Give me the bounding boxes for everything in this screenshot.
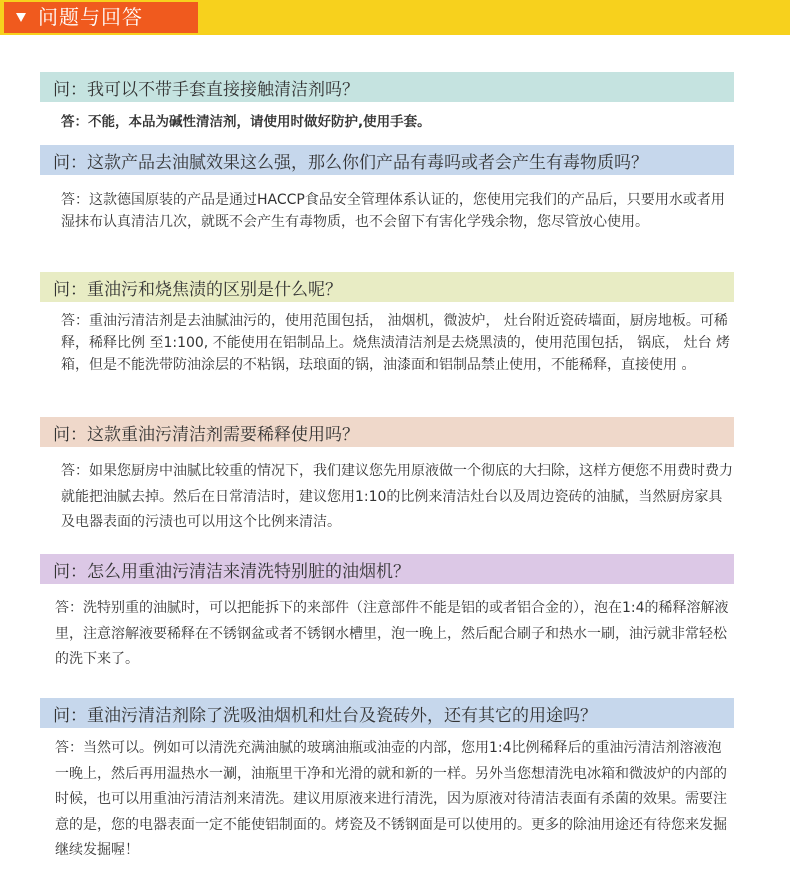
question-bar: 问：重油污清洁剂除了洗吸油烟机和灶台及瓷砖外，还有其它的用途吗？ bbox=[40, 698, 734, 728]
qa-item bbox=[40, 554, 734, 673]
answer-text: 答：当然可以。例如可以清洗充满油腻的玻璃油瓶或油壶的内部，您用1:4比例稀释后的重油污清洁剂溶液泡一晚上，然后再用温热水一涮，油瓶里干净和光滑的就和新的一样。另外当您想清洗电冰箱和微波炉的内部的时候，也可以用重油污清洁剂来清洗。建议用原液来进行清洗，因为原液对待清洁表面有杀菌的效果。需要注意的是，您的电器表面一定不能使铝制面的。烤瓷及不锈钢面是可以使用的。更多的除油用途还有待您来发掘继续发掘喔！ bbox=[55, 740, 727, 858]
triangle-down-icon bbox=[16, 13, 26, 22]
question-bar: 问：这款重油污清洁剂需要稀释使用吗？ bbox=[40, 417, 734, 447]
section-title: 问题与回答 bbox=[38, 5, 143, 29]
qa-item bbox=[40, 272, 734, 376]
question-bar: 问：这款产品去油腻效果这么强，那么你们产品有毒吗或者会产生有毒物质吗？ bbox=[40, 145, 734, 175]
answer-text: 答：如果您厨房中油腻比较重的情况下，我们建议您先用原液做一个彻底的大扫除，这样方便您不用费时费力就能把油腻去掉。然后在日常清洁时，建议您用1:10的比例来清洁灶台以及周边瓷砖的油腻，当然厨房家具及电器表面的污渍也可以用这个比例来清洁。 bbox=[61, 463, 733, 530]
qa-item bbox=[40, 698, 734, 864]
answer-text: 答：洗特别重的油腻时，可以把能拆下的来部件（注意部件不能是铝的或者铝合金的），泡在1:4的稀释溶解液里，注意溶解液要稀释在不锈钢盆或者不锈钢水槽里，泡一晚上，然后配合刷子和热水一刷，油污就非常轻松的洗下来了。 bbox=[55, 600, 729, 667]
qa-item bbox=[40, 417, 734, 536]
answer-text: 答：重油污清洁剂是去油腻油污的，使用范围包括， 油烟机，微波炉， 灶台附近瓷砖墙面，厨房地板。可稀释，稀释比例 至1:100, 不能使用在铝制品上。烧焦渍清洁剂是去烧黑渍的，使用范围包括， 锅底， 灶台 烤箱，但是不能洗带防油涂层的不粘锅，珐琅面的锅，油漆面和铝制品禁止使用，不能稀释，直接使用 。 bbox=[61, 313, 731, 373]
qa-item bbox=[40, 145, 734, 233]
header-bar bbox=[0, 0, 790, 35]
question-bar: 问：怎么用重油污清洁来清洗特别脏的油烟机？ bbox=[40, 554, 734, 584]
answer-text: 答：这款德国原装的产品是通过HACCP食品安全管理体系认证的，您使用完我们的产品后，只要用水或者用湿抹布认真清洁几次，就既不会产生有毒物质，也不会留下有害化学残余物，您尽管放心使用。 bbox=[61, 192, 725, 230]
header-tab bbox=[4, 2, 198, 33]
qa-item bbox=[40, 72, 734, 133]
question-bar: 问：我可以不带手套直接接触清洁剂吗？ bbox=[40, 72, 734, 102]
answer-text: 答：不能，本品为碱性清洁剂，请使用时做好防护,使用手套。 bbox=[61, 114, 431, 130]
question-bar: 问：重油污和烧焦渍的区别是什么呢？ bbox=[40, 272, 734, 302]
